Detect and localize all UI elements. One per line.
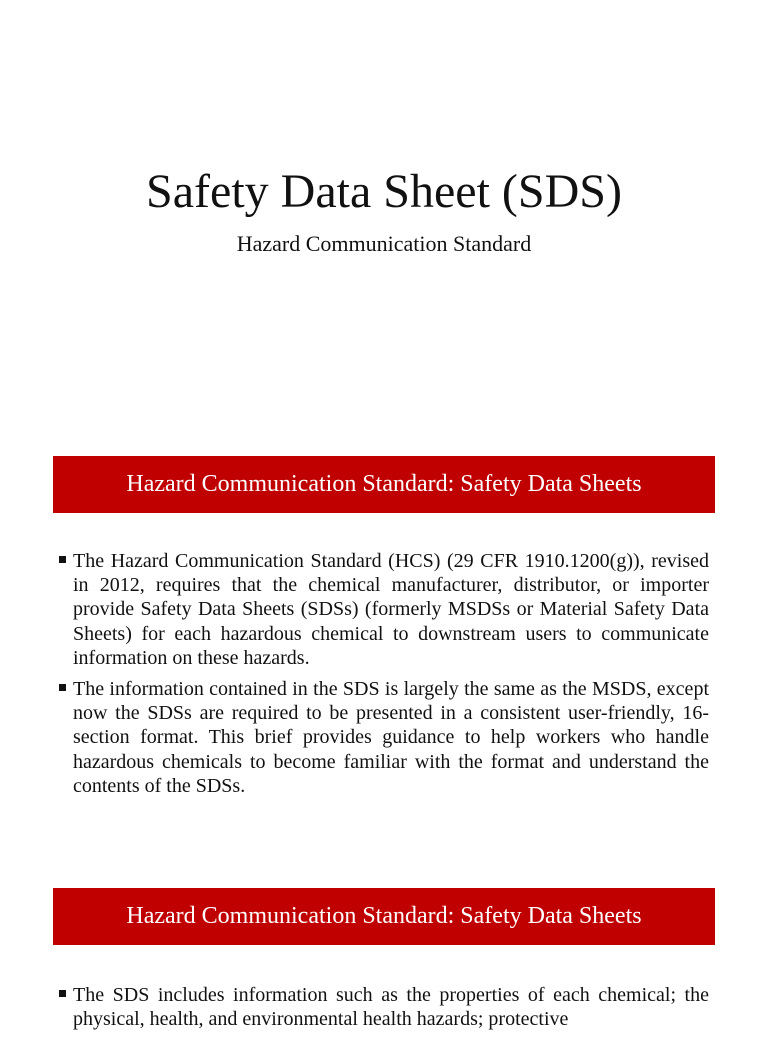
- bullet-text: The SDS includes information such as the properties of each chemical; the physical, health, and environmental health hazards; protective: [73, 984, 709, 1031]
- bullet-list: [58, 983, 709, 1038]
- page-title: Safety Data Sheet (SDS): [146, 165, 622, 218]
- page-subtitle: Hazard Communication Standard: [236, 231, 532, 256]
- square-bullet-icon: [59, 556, 66, 563]
- bullet-item: [58, 549, 709, 670]
- bullet-list: [58, 549, 709, 805]
- bullet-text: The Hazard Communication Standard (HCS) (29 CFR 1910.1200(g)), revised in 2012, requires that the chemical manufacturer, distributor, or importer provide Safety Data Sheets (SDSs) (formerly MSDSs or Material Safety Data Sheets) for each hazardous chemical to downstream users to communicate information on these hazards.: [73, 550, 709, 669]
- bullet-item: [58, 677, 709, 798]
- section-heading: Hazard Communication Standard: Safety Data Sheets: [53, 456, 715, 513]
- section-heading: Hazard Communication Standard: Safety Data Sheets: [53, 888, 715, 945]
- square-bullet-icon: [59, 990, 66, 997]
- bullet-item: [58, 983, 709, 1031]
- bullet-text: The information contained in the SDS is largely the same as the MSDS, except now the SDSs are required to be presented in a consistent user-friendly, 16-section format. This brief provides guidance to help workers who handle hazardous chemicals to become familiar with the format and understand the contents of the SDSs.: [73, 678, 709, 797]
- square-bullet-icon: [59, 684, 66, 691]
